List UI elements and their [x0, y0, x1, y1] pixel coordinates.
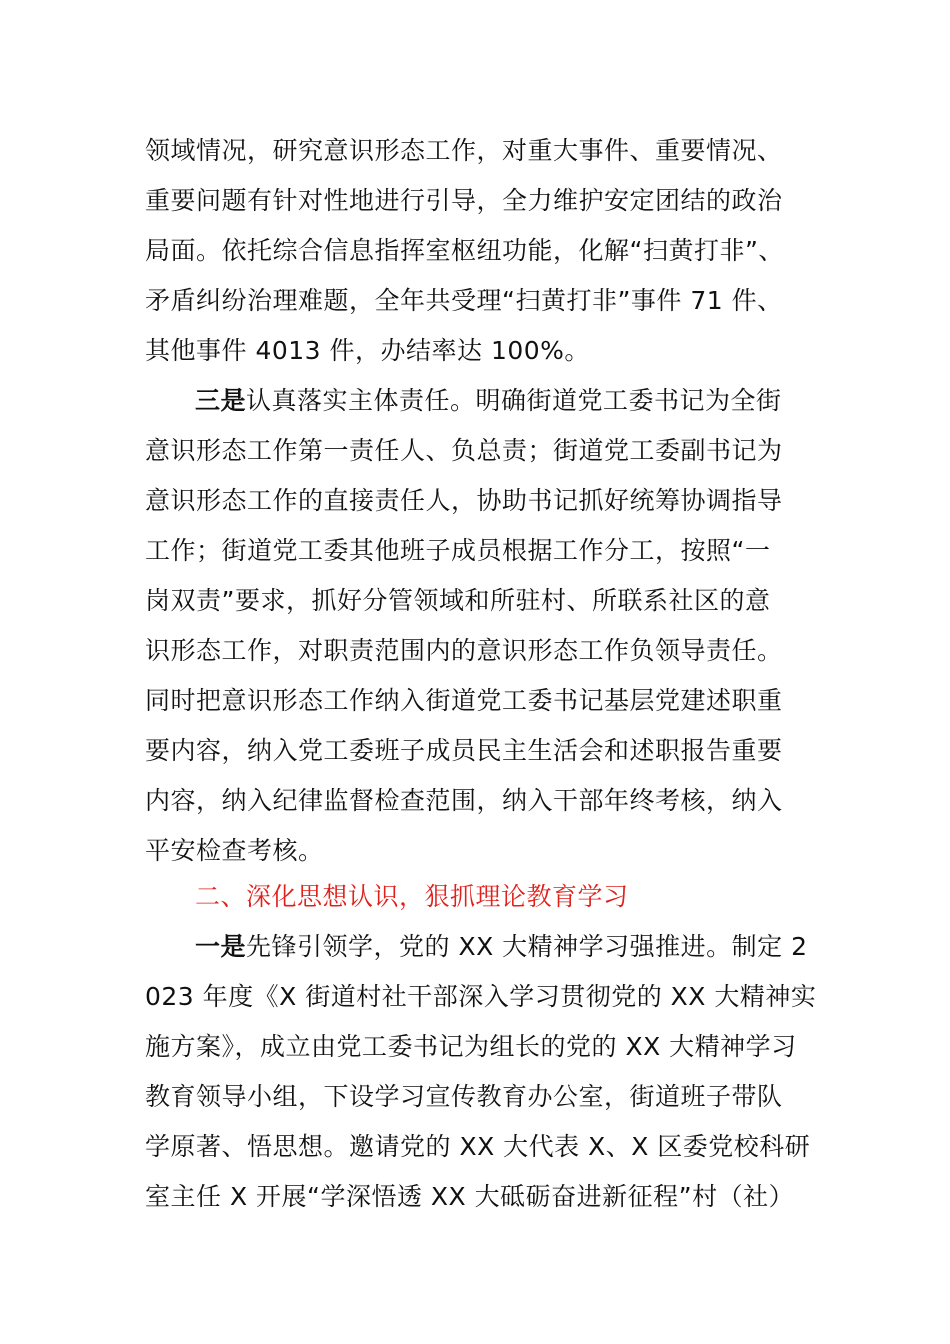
text-line: 识形态工作，对职责范围内的意识形态工作负领导责任。 — [145, 636, 783, 665]
text-line: 矛盾纠纷治理难题，全年共受理“扫黄打非”事件 71 件、 — [145, 286, 783, 315]
text-line: 室主任 X 开展“学深悟透 XX 大砥砺奋进新征程”村（社） — [145, 1182, 795, 1211]
text-line: 局面。依托综合信息指挥室枢纽功能，化解“扫黄打非”、 — [145, 236, 784, 265]
paragraph-text: 认真落实主体责任。明确街道党工委书记为全街 — [246, 386, 782, 415]
text-line: 领域情况，研究意识形态工作，对重大事件、重要情况、 — [145, 136, 783, 165]
paragraph-lead: 三是 — [195, 386, 247, 415]
text-line: 重要问题有针对性地进行引导，全力维护安定团结的政治 — [145, 186, 783, 215]
text-line: 工作；街道党工委其他班子成员根据工作分工，按照“一 — [145, 536, 771, 565]
text-line: 平安检查考核。 — [145, 836, 324, 865]
text-line: 意识形态工作的直接责任人，协助书记抓好统筹协调指导 — [145, 486, 783, 515]
text-line: 023 年度《X 街道村社干部深入学习贯彻党的 XX 大精神实 — [145, 982, 817, 1011]
text-line: 学原著、悟思想。邀请党的 XX 大代表 X、X 区委党校科研 — [145, 1132, 811, 1161]
text-line: 岗双责”要求，抓好分管领域和所驻村、所联系社区的意 — [145, 586, 771, 615]
section-heading: 二、深化思想认识，狠抓理论教育学习 — [195, 882, 629, 911]
text-line: 同时把意识形态工作纳入街道党工委书记基层党建述职重 — [145, 686, 783, 715]
text-line: 要内容，纳入党工委班子成员民主生活会和述职报告重要 — [145, 736, 783, 765]
text-line: 意识形态工作第一责任人、负总责；街道党工委副书记为 — [145, 436, 783, 465]
text-line: 内容，纳入纪律监督检查范围，纳入干部年终考核，纳入 — [145, 786, 783, 815]
paragraph-lead: 一是 — [195, 932, 247, 961]
text-line: 教育领导小组，下设学习宣传教育办公室，街道班子带队 — [145, 1082, 783, 1111]
text-line: 其他事件 4013 件，办结率达 100%。 — [145, 336, 590, 365]
text-line: 施方案》，成立由党工委书记为组长的党的 XX 大精神学习 — [145, 1032, 797, 1061]
paragraph-first-line — [195, 930, 895, 964]
paragraph-first-line — [195, 384, 895, 418]
paragraph-text: 先锋引领学，党的 XX 大精神学习强推进。制定 2 — [246, 932, 808, 961]
